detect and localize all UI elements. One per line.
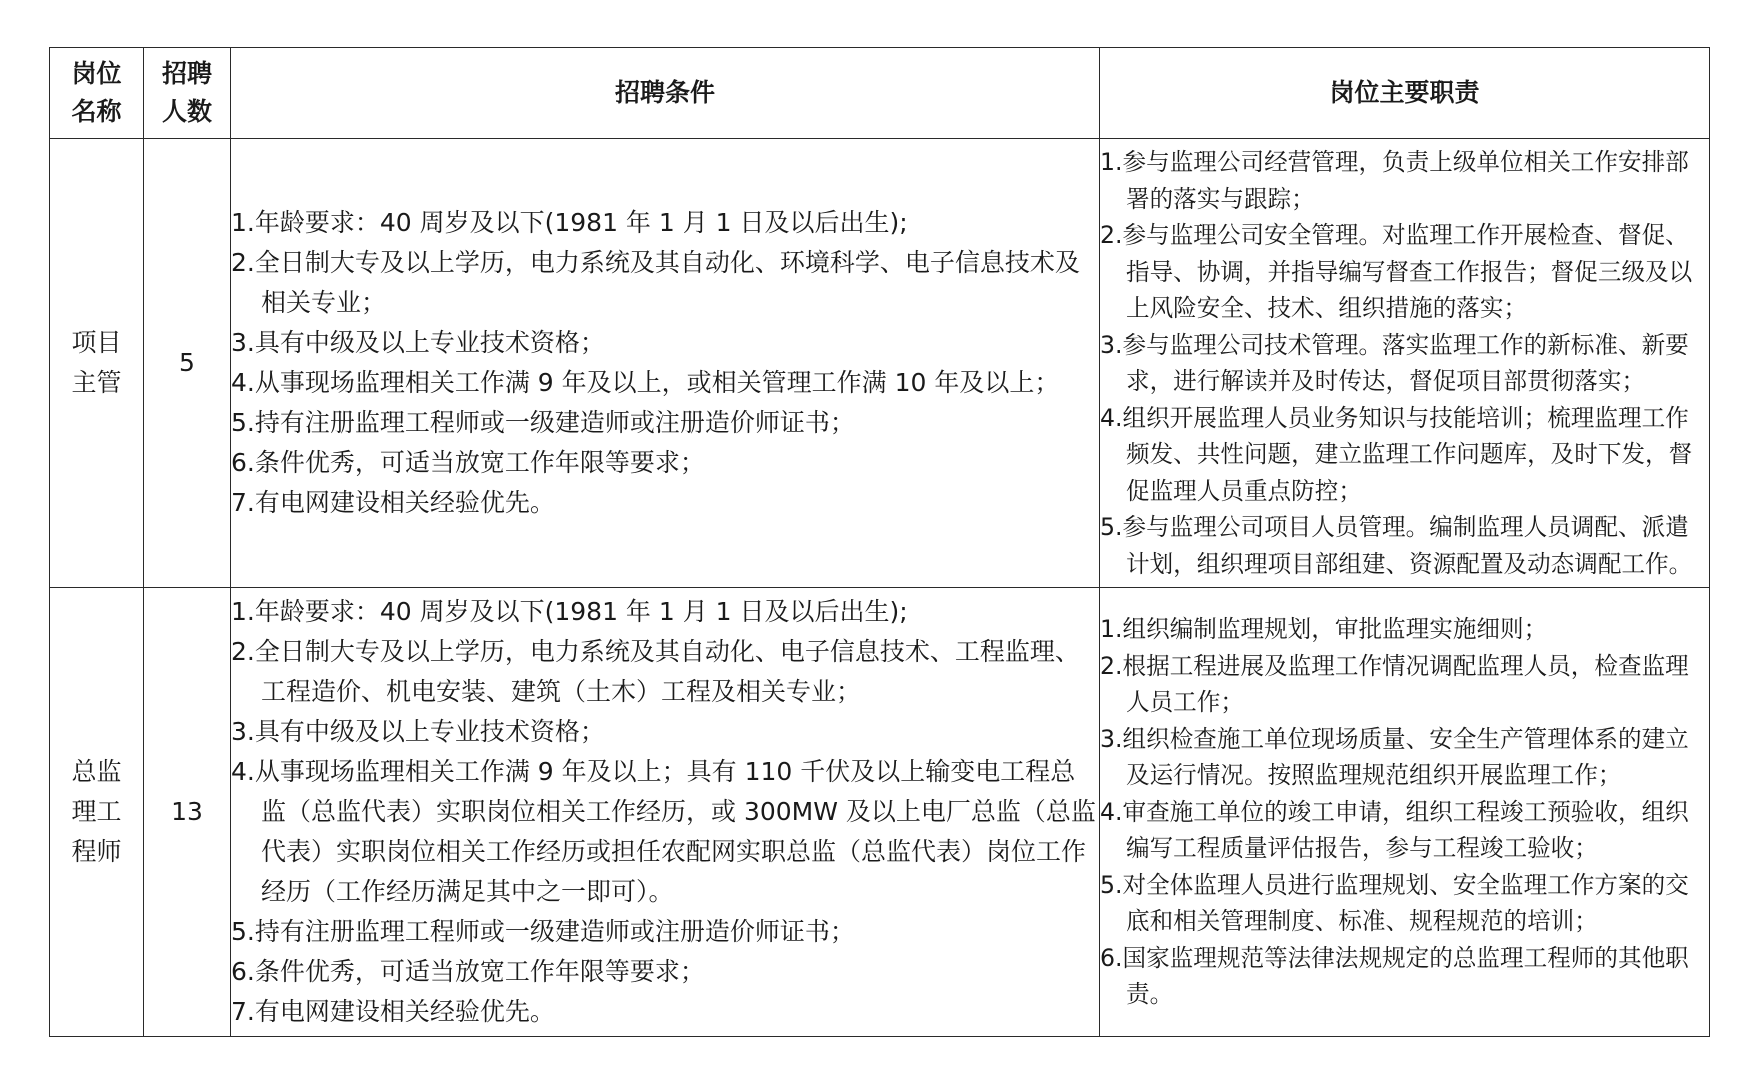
header-text: 名称 bbox=[71, 97, 122, 126]
duties-list bbox=[1100, 144, 1709, 582]
list-item: 6.条件优秀，可适当放宽工作年限等要求； bbox=[231, 957, 705, 986]
table-row bbox=[50, 588, 1710, 1037]
list-item: 4.组织开展监理人员业务知识与技能培训；梳理监理工作频发、共性问题，建立监理工作问题库，及时下发，督促监理人员重点防控； bbox=[1100, 403, 1693, 505]
list-item: 3.具有中级及以上专业技术资格； bbox=[231, 328, 605, 357]
headcount-cell: 13 bbox=[144, 588, 231, 1037]
duties-cell bbox=[1100, 588, 1710, 1037]
header-text: 人数 bbox=[161, 97, 212, 126]
list-item: 3.具有中级及以上专业技术资格； bbox=[231, 717, 605, 746]
list-item: 6.条件优秀，可适当放宽工作年限等要求； bbox=[231, 448, 705, 477]
duties-cell bbox=[1100, 139, 1710, 588]
position-name-text: 项目 bbox=[71, 328, 122, 357]
list-item: 3.组织检查施工单位现场质量、安全生产管理体系的建立及运行情况。按照监理规范组织开展监理工作； bbox=[1100, 724, 1689, 790]
duties-list bbox=[1100, 611, 1709, 1013]
list-item: 3.参与监理公司技术管理。落实监理工作的新标准、新要求，进行解读并及时传达，督促项目部贯彻落实； bbox=[1100, 330, 1689, 395]
header-text: 岗位 bbox=[71, 59, 122, 88]
list-item: 1.年龄要求：40 周岁及以下(1981 年 1 月 1 日及以后出生); bbox=[231, 208, 908, 237]
list-item: 5.参与监理公司项目人员管理。编制监理人员调配、派遣计划，组织理项目部组建、资源配置及动态调配工作。 bbox=[1100, 513, 1693, 578]
position-name-text: 总监 bbox=[71, 757, 122, 786]
header-headcount bbox=[144, 48, 231, 139]
header-requirements: 招聘条件 bbox=[231, 48, 1100, 139]
list-item: 4.从事现场监理相关工作满 9 年及以上；具有 110 千伏及以上输变电工程总监（总监代表）实职岗位相关工作经历，或 300MW 及以上电厂总监（总监代表）实职岗位相关工作经历或担任农配网实职总监（总监代表）岗位工作经历（工作经历满足其中之一即可）。 bbox=[231, 757, 1096, 906]
list-item: 7.有电网建设相关经验优先。 bbox=[231, 997, 555, 1026]
requirements-cell bbox=[231, 139, 1100, 588]
position-name-cell bbox=[50, 139, 144, 588]
list-item: 4.从事现场监理相关工作满 9 年及以上，或相关管理工作满 10 年及以上； bbox=[231, 368, 1060, 397]
list-item: 6.国家监理规范等法律法规规定的总监理工程师的其他职责。 bbox=[1100, 943, 1689, 1009]
list-item: 4.审查施工单位的竣工申请，组织工程竣工预验收，组织编写工程质量评估报告，参与工程竣工验收； bbox=[1100, 797, 1689, 863]
position-name-text: 主管 bbox=[71, 368, 122, 397]
list-item: 1.组织编制监理规划，审批监理实施细则； bbox=[1100, 615, 1548, 644]
list-item: 5.对全体监理人员进行监理规划、安全监理工作方案的交底和相关管理制度、标准、规程规范的培训； bbox=[1100, 870, 1689, 936]
recruitment-table bbox=[49, 47, 1710, 1037]
requirements-list bbox=[231, 203, 1099, 523]
list-item: 5.持有注册监理工程师或一级建造师或注册造价师证书； bbox=[231, 917, 855, 946]
headcount-cell: 5 bbox=[144, 139, 231, 588]
table-row bbox=[50, 139, 1710, 588]
list-item: 7.有电网建设相关经验优先。 bbox=[231, 488, 555, 517]
list-item: 2.全日制大专及以上学历，电力系统及其自动化、电子信息技术、工程监理、工程造价、机电安装、建筑（土木）工程及相关专业； bbox=[231, 637, 1080, 706]
header-text: 招聘 bbox=[161, 59, 212, 88]
requirements-list bbox=[231, 592, 1099, 1032]
table-header-row bbox=[50, 48, 1710, 139]
list-item: 2.根据工程进展及监理工作情况调配监理人员，检查监理人员工作； bbox=[1100, 651, 1689, 717]
position-name-cell bbox=[50, 588, 144, 1037]
requirements-cell bbox=[231, 588, 1100, 1037]
list-item: 1.参与监理公司经营管理，负责上级单位相关工作安排部署的落实与跟踪； bbox=[1100, 148, 1689, 213]
position-name-text: 理工 bbox=[71, 797, 122, 826]
list-item: 1.年龄要求：40 周岁及以下(1981 年 1 月 1 日及以后出生); bbox=[231, 597, 908, 626]
list-item: 2.参与监理公司安全管理。对监理工作开展检查、督促、指导、协调，并指导编写督查工作报告；督促三级及以上风险安全、技术、组织措施的落实； bbox=[1100, 221, 1693, 322]
header-duties: 岗位主要职责 bbox=[1100, 48, 1710, 139]
header-position-name bbox=[50, 48, 144, 139]
list-item: 5.持有注册监理工程师或一级建造师或注册造价师证书； bbox=[231, 408, 855, 437]
position-name-text: 程师 bbox=[71, 837, 122, 866]
list-item: 2.全日制大专及以上学历，电力系统及其自动化、环境科学、电子信息技术及相关专业； bbox=[231, 248, 1080, 317]
